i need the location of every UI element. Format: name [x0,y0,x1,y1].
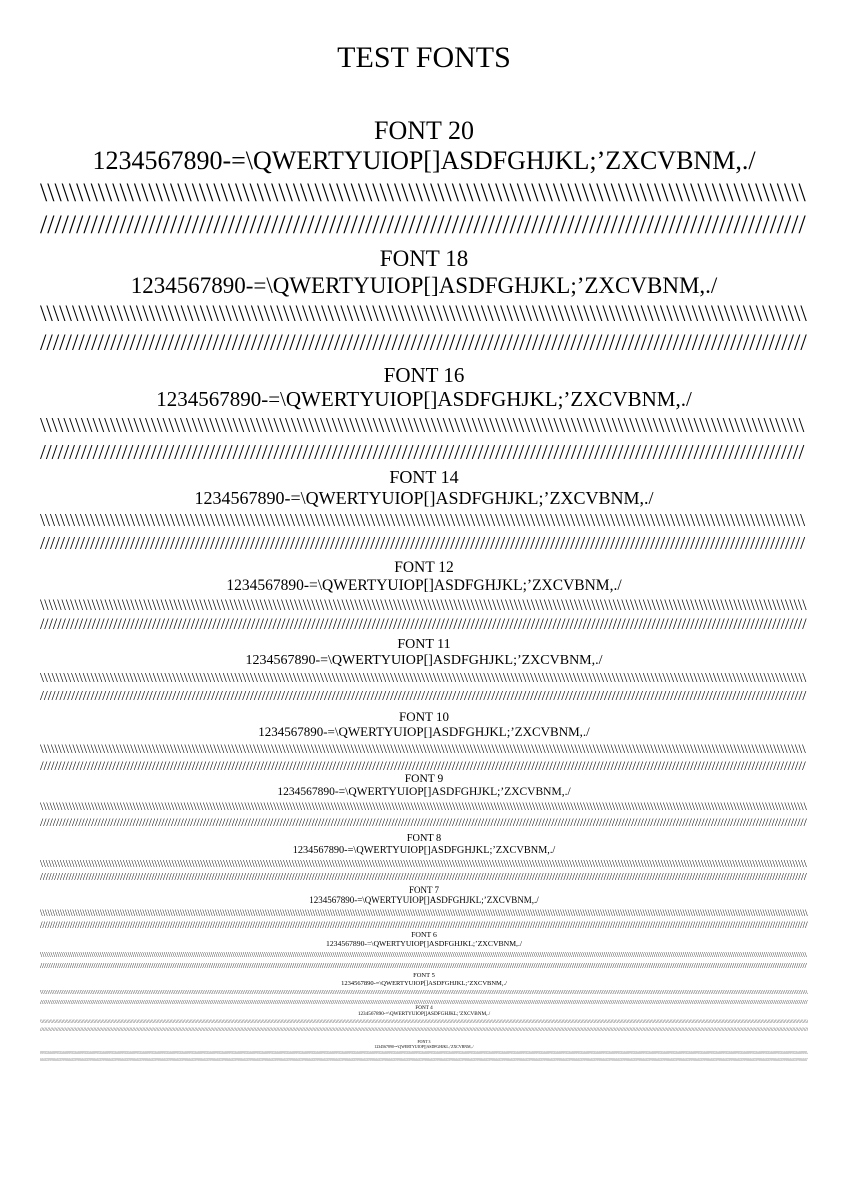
sample-text-line: 1234567890-=\QWERTYUIOP[]ASDFGHJKL;’ZXCVBNM,./ [226,576,622,594]
sample-text-line: 1234567890-=\QWERTYUIOP[]ASDFGHJKL;’ZXCVBNM,./ [277,786,571,799]
backslash-rule-line: \\\\\\\\\\\\\\\\\\\\\\\\\\\\\\\\\\\\\\\\\\\\\\\\\\\\\\\\\\\\\\\\\\\\\\\\\\\\\\\\\\\\\\\\\\\\\\\\\\\\\\\\\\\\\\\\\\\\\\\\\\\\\\\\\\\\\\\\\\\\\\\\\\\\\\\\\\\\\\\\\\\\\\\\\\\\\\\\\\\\\\\\\\\\\\\\\\\\\\\\\\\\\\\\\\\\\\\\\\\\\\\\\\\\\\\\\\\\\\\\\\\\\\\\\\\\\\\\\\\\\\\\\\\\\\\\\\\\\\\\\\\\\\\\\\\\\\\\\\\\\\\\\\\\\\\\\\\\\\\\\\\\\\\\\\\\\\\\\\\\\\\\\\\\\\\\\\\\\\\ [40,950,807,959]
backslash-rule-line: \\\\\\\\\\\\\\\\\\\\\\\\\\\\\\\\\\\\\\\\\\\\\\\\\\\\\\\\\\\\\\\\\\\\\\\\\\\\\\\\\\\\\\\\\\\\\\\\\\\\\\\\\\\\\\\\\\\\\\\\\\\\\\\\\\\\\\\\\\\\\\\\\\\\\\\\\\\\\\\\\\\\\\\\\\\\\\\\\\\\\\\\\\\\\\\\\\\\\\\\\\\\\\\\\\\\\\\\\\\\\\\\\\\\\\\\\\\\\\\\\\\\\\\\\\\\\\\\\\\\\\\\\\\\\\\\\\\\\\\\\\\\\\\\\\\\\\\\\\\\\\\\\\\\\\\\\\\\\\\\\\\\\\\\\\\\\\\\\\\\\\\\\\\\\\\\\\\\\\\\\\\\\\\\\\\\\\\\\\\\\\\\\\\\\\\\\\\\\\\\\\\\\\\\\\\\\\\\\\\\\\\\\\\\\\\\\\\\\\\\\\\\\\\\\\\\\\\\\\\\\\\\\\\\\\\\\\\\\\\\\\\\\\\\\\\\\\\\\\\\\\\\\\\\\\\\\\\\\\\\\\\\\\\\\\\\\\\\\\\\\\\\\\\\\\\\\\\\\\\\\\\\\\\\\\\\\\\\\\\\\\\\\\\\\\\\\\\\\\\\\\\\\\\\\\\\\\\\\\\\\\\\\\\\\\\\\\\\\\\\\\\\\\\\\\\\\\\\\\\\\\\\\\\\\\\\\\\\\\\\\\\\\\\\\\\\\\\\\\\\\\\\\\\\\\ [40,1051,808,1055]
font-size-label: FONT 20 [374,116,474,145]
page-title: TEST FONTS [337,41,511,74]
forward-slash-rule-line: //////////////////////////////////////////////////////////////////////////////////////////////////////////////////////////////////////////////////////////////////////////////////////////////////////////////////// [40,758,806,773]
backslash-rule-line: \\\\\\\\\\\\\\\\\\\\\\\\\\\\\\\\\\\\\\\\\\\\\\\\\\\\\\\\\\\\\\\\\\\\\\\\\\\\\\\\\\\\\\\\\\\\\\\\\\\\\\\\\\\\\\\\\\\\\\\\\\\\\\\\\\\\\\\\\\\\\\\\\\\\\\\\\\\\\\\\\\\\\\\\\\\\\\\\\\\\\\\\\\\\\\\\\\\\\ [40,671,807,687]
backslash-rule-line: \\\\\\\\\\\\\\\\\\\\\\\\\\\\\\\\\\\\\\\\\\\\\\\\\\\\\\\\\\\\\\\\\\\\\\\\\\\\\\\\\\\\\\\\\\\\\\\\\\\\\\\\\\\\\\\\\\\\\\\\\\\\\\\\\\\\\\\\\\\\\\\\\\\\\\\\\\\\\\\\\\\\\\\\\\\\\\\\\\\\\\\\\\\\\\\\\\\\\\\\\\\\\\\\\\\\\\\\\\\\\\\\\\\\\\\\\\\\\\\\\\\\\\\\\\\\\\\\\\\\\\\\\\\\\\\\\\\\\\\\\\\\\\\\\\\\\\\\\\\\\\\\\\\ [40,907,808,918]
font-size-label: FONT 7 [408,885,440,895]
backslash-rule-line: \\\\\\\\\\\\\\\\\\\\\\\\\\\\\\\\\\\\\\\\\\\\\\\\\\\\\\\\\\\\\\\\\\\\\\\\\\\\\\\\\\\\\\\\\\\\\\\\\\\\\\\\\\\\\\\\\\\\\\\\\\\\\\\\\\\\\\\\\\\\\\\\\\\\\\\\\\\\\\\\\\\\\\\\\\\\\\\\\\\\\\\\\\\\\\\\\\\\\\\\\\\\\\\\\\\\\\\\\\\\\\\\\\\\\\\\\\\\\\\\\\\\\\\\\\\\\\\\\\\\\\\\\\\\ [40,858,807,870]
backslash-rule-line: \\\\\\\\\\\\\\\\\\\\\\\\\\\\\\\\\\\\\\\\\\\\\\\\\\\\\\\\\\\\\\\\\\\\\\\\\\\\\\\\\\\\\\\\\\\\\\\\\\\\\\\\\\ [40,177,806,207]
sample-text-line: 1234567890-=\QWERTYUIOP[]ASDFGHJKL;’ZXCVBNM,./ [258,724,590,739]
backslash-rule-line: \\\\\\\\\\\\\\\\\\\\\\\\\\\\\\\\\\\\\\\\\\\\\\\\\\\\\\\\\\\\\\\\\\\\\\\\\\\\\\\\\\\\\\\\\\\\\\\\\\\\\\\\\\\\\\\\\\\\\\\\ [40,301,807,326]
sample-text-line: 1234567890-=\QWERTYUIOP[]ASDFGHJKL;’ZXCVBNM,./ [357,1011,491,1017]
sample-text-line: 1234567890-=\QWERTYUIOP[]ASDFGHJKL;’ZXCVBNM,./ [245,653,603,669]
font-size-label: FONT 18 [379,246,469,271]
sample-text-line: 1234567890-=\QWERTYUIOP[]ASDFGHJKL;’ZXCVBNM,./ [92,145,756,175]
forward-slash-rule-line: /////////////////////////////////////////////////////////////////////////////////////////////////////////////////////////////////// [40,439,805,464]
backslash-rule-line: \\\\\\\\\\\\\\\\\\\\\\\\\\\\\\\\\\\\\\\\\\\\\\\\\\\\\\\\\\\\\\\\\\\\\\\\\\\\\\\\\\\\\\\\\\\\\\\\\\\\\\\\\\\\\\\\\\\\\\\\\\\\\\\\\\\\\\\\\\\\\\\\\\\\\\\\\\\\\\\\\\\\\\\\\\\\\\\\\\ [40,596,807,614]
font-size-label: FONT 9 [404,773,444,785]
forward-slash-rule-line: ////////////////////////////////////////////////////////////////////////////////////////////////////////// [40,209,806,239]
sample-text-line: 1234567890-=\QWERTYUIOP[]ASDFGHJKL;’ZXCVBNM,./ [156,387,692,412]
font-size-label: FONT 16 [383,363,465,387]
sample-text-line: 1234567890-=\QWERTYUIOP[]ASDFGHJKL;’ZXCVBNM,./ [130,272,718,298]
sample-text-line: 1234567890-=\QWERTYUIOP[]ASDFGHJKL;’ZXCVBNM,./ [374,1044,474,1049]
forward-slash-rule-line: ///////////////////////////////////////////////////////////////////////////////////////////////////////////////////////////////////////////////////////// [40,533,806,554]
sample-text-line: 1234567890-=\QWERTYUIOP[]ASDFGHJKL;’ZXCVBNM,./ [194,487,654,508]
backslash-rule-line: \\\\\\\\\\\\\\\\\\\\\\\\\\\\\\\\\\\\\\\\\\\\\\\\\\\\\\\\\\\\\\\\\\\\\\\\\\\\\\\\\\\\\\\\\\\\\\\\\\\\\\\\\\\\\\\\\\\\\\\\\\\\\\\\\\\\\\\\\\\\\\\\\\\\\\\\\\\\\\\\\\\\\\\\\\\\\\\\\\\\\\\\\\\\\\\\\\\\\\\\\\\\\\\\\\\\\\\\\\\\\\\\\\\\\\\\\\\\\\\\\\\\\\\\\\\\\\\\\\\\\\\\\\\\\\\\\\\\\\\\\\\\\\\\\\\\\\\\\\\\\\\\\\\\\\\\\\\\\\\\\\\\\\\\\\\\\\\\\\\\\\\\\\\\\\\\\\\\\\\\\\\\\\\\\\\\\\\\\\\\\\\\\\\\\\\\\\\\\\\\\\\\\\\\\\\\\\\\\\\\\\\\\ [40,989,808,996]
forward-slash-rule-line: //////////////////////////////////////////////////////////////////////////////////////////////////////////////////////////////////////////////////////////////////////////////////////////////////////////////////////////////////////////////////////////////////////////// [40,872,807,884]
backslash-rule-line: \\\\\\\\\\\\\\\\\\\\\\\\\\\\\\\\\\\\\\\\\\\\\\\\\\\\\\\\\\\\\\\\\\\\\\\\\\\\\\\\\\\\\\\\\\\\\\\\\\\\\\\\\\\\\\\\\\\\\\\\\\\\\\\\\\\\\\\\\\\\\\\\\\\\\\\\\\\\\\\\\\\\\\\\\\\\\\\\\\\\\\\\\\\\\\\\\\\\\\\\\\\\\\\\\\\\ [40,741,806,756]
sample-text-line: 1234567890-=\QWERTYUIOP[]ASDFGHJKL;’ZXCVBNM,./ [325,939,523,948]
forward-slash-rule-line: /////////////////////////////////////////////////////////////////////////////////////////////////////////////////////////////////////////////////////////////////////////////////////////////////////////////////////////////////////////////////////////////////////////////////////////////////////////////////// [40,920,808,931]
backslash-rule-line: \\\\\\\\\\\\\\\\\\\\\\\\\\\\\\\\\\\\\\\\\\\\\\\\\\\\\\\\\\\\\\\\\\\\\\\\\\\\\\\\\\\\\\\\\\\\\\\\\\\\\\\\\\\\\\\\\\\\\\\\\\\\\\\\\\\\\\\\\\\\\\\\\\\\\\\\\\\\\\\\\\\\\\\\\\\\\\\\\\\\\\\\\\\\\\\\\\\\\\\\\\\\\\\\\\\\\\\\\\\\\\\\\\\\\\\\\\\\\\\\\\\\\\\\\\\\\\\\\\\\\\\\\\\\\\\\\\\\\\\\\\\\\\\\\\\\\\\\\\\\\\\\\\\\\\\\\\\\\\\\\\\\\\\\\\\\\\\\\\\\\\\\\\\\\\\\\\\\\\\\\\\\\\\\\\\\\\\\\\\\\\\\\\\\\\\\\\\\\\\\\\\\\\\\\\\\\\\\\\\\\\\\\\\\\\\\\\\\\\\\\\\\\\\\\\\\\\\\\\\\\\\\\\\\\\\\\\\\\\\\\\\\\\\\\\\\\\\\\\\\\\\\\\\\\\\\\\\\\\\\\\\\\\\\\\\\\ [40,1019,808,1025]
font-size-label: FONT 10 [399,709,449,724]
forward-slash-rule-line: //////////////////////////////////////////////////////////////////////////////////////////////////////////////////////// [40,329,807,355]
backslash-rule-line: \\\\\\\\\\\\\\\\\\\\\\\\\\\\\\\\\\\\\\\\\\\\\\\\\\\\\\\\\\\\\\\\\\\\\\\\\\\\\\\\\\\\\\\\\\\\\\\\\\\\\\\\\\\\\\\\\\\\\\\\\\\\\\\\\\\\\\\\\\\\\\\\\\\\\\\\\ [40,510,806,531]
forward-slash-rule-line: ///////////////////////////////////////////////////////////////////////////////////////////////////////////////////////////////////////////////////////////////////////////////////////////////////////////////////////////////////////////////////////////////////////////////////////////////////////////////////////////////////////////////////////////////////////////////////////////////////////////////////////////////////////////////////////////////////////////////////////////////////////////////////////////////////////////////////// [40,1027,808,1033]
backslash-rule-line: \\\\\\\\\\\\\\\\\\\\\\\\\\\\\\\\\\\\\\\\\\\\\\\\\\\\\\\\\\\\\\\\\\\\\\\\\\\\\\\\\\\\\\\\\\\\\\\\\\\\\\\\\\\\\\\\\\\\\\\\\\\\\\\\\\\\\\\\\\\\\\\\\\\\\\\\\\\\\\\\\\\\\\\\\\\\\\\\\\\\\\\\\\\\\\\\\\\\\\\\\\\\\\\\\\\\\\\\\\\\\\\\\\\\\\\\\\\\\\\\ [40,801,807,814]
font-size-label: FONT 14 [389,467,459,487]
font-size-label: FONT 11 [397,637,451,652]
font-size-label: FONT 5 [413,972,435,979]
forward-slash-rule-line: ////////////////////////////////////////////////////////////////////////////////////////////////////////////////////////////////////////////////////////////////////////////////// [40,616,807,634]
sample-text-line: 1234567890-=\QWERTYUIOP[]ASDFGHJKL;’ZXCVBNM,./ [309,895,539,906]
backslash-rule-line: \\\\\\\\\\\\\\\\\\\\\\\\\\\\\\\\\\\\\\\\\\\\\\\\\\\\\\\\\\\\\\\\\\\\\\\\\\\\\\\\\\\\\\\\\\\\\\\\\\\\\\\\\\\\\\\\\\\\\\\\\\\\\\\\\\\ [40,413,805,438]
font-size-label: FONT 8 [406,833,442,844]
sample-text-line: 1234567890-=\QWERTYUIOP[]ASDFGHJKL;’ZXCVBNM,./ [341,979,507,987]
forward-slash-rule-line: //////////////////////////////////////////////////////////////////////////////////////////////////////////////////////////////////////////////////////////////////////////////////////////////////////////////////////////////////////////////// [40,816,807,829]
font-size-label: FONT 3 [417,1040,431,1044]
forward-slash-rule-line: ////////////////////////////////////////////////////////////////////////////////////////////////////////////////////////////////////////////////////////////////////////////////////////////////////////////////////////////////////////////////////////////////////////////////////////////////////////////////////////////////////////////////////////////////////////////////////////////////////////////////////////////////////////////////////////////////////////////////////////////////////////////////////////////////////////////////////////////////////////////////////////////////////////////////////////////////////////////////////////////////////////////////////////////////////////////////////////////////////// [40,1057,808,1062]
font-size-label: FONT 12 [394,559,454,576]
sample-text-line: 1234567890-=\QWERTYUIOP[]ASDFGHJKL;’ZXCVBNM,./ [292,844,556,856]
forward-slash-rule-line: ///////////////////////////////////////////////////////////////////////////////////////////////////////////////////////////////////////////////////////////////////////////////////////////////////////////////////////////////////////////////////////////////////////////////////////////////////////////////////////////////////////////////////////////////////////////////////////////////////////////////////////////////////////// [40,998,808,1006]
font-size-label: FONT 4 [415,1005,433,1011]
font-size-label: FONT 6 [411,931,437,939]
forward-slash-rule-line: ///////////////////////////////////////////////////////////////////////////////////////////////////////////////////////////////////////////////////////////////////////////////////////////////////// [40,689,807,705]
forward-slash-rule-line: /////////////////////////////////////////////////////////////////////////////////////////////////////////////////////////////////////////////////////////////////////////////////////////////////////////////////////////////////////////////////////////////////////////////////////////////////////////////////////////////////////////////////////////////////////// [40,961,807,970]
